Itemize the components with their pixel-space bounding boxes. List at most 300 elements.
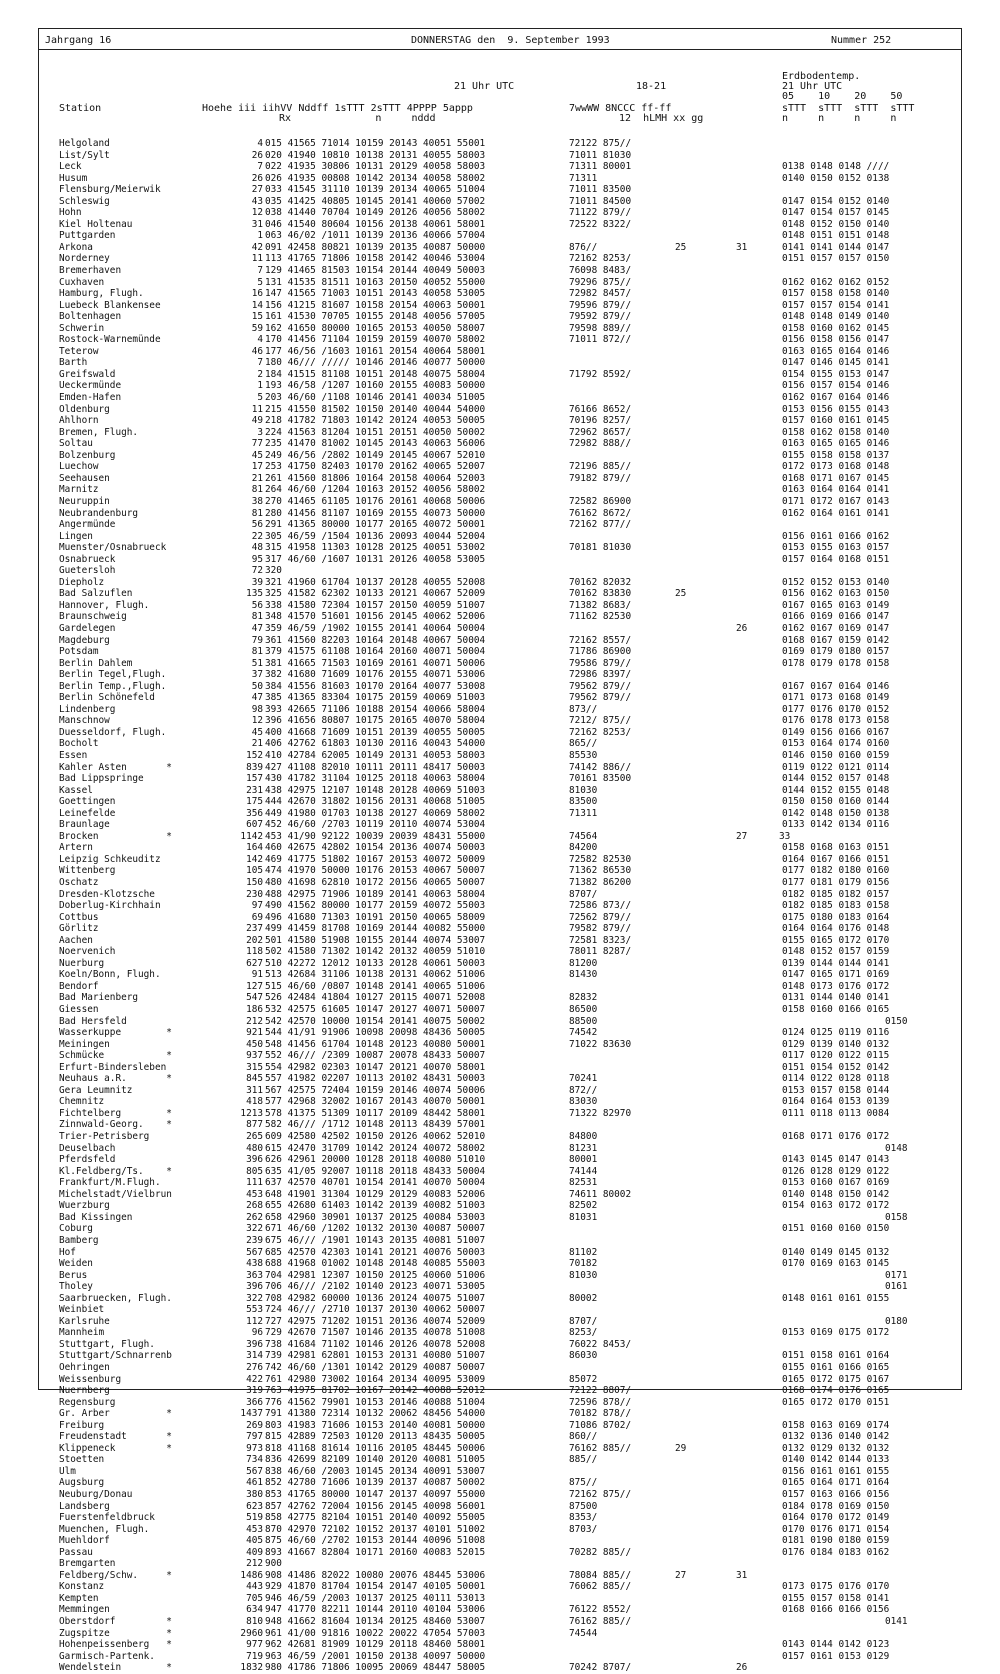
synop-code: 215 41550 81502 10150 20140 40044 54000	[265, 403, 486, 415]
table-row	[39, 1073, 961, 1085]
group-7-8: 76162 885//	[569, 1616, 632, 1627]
soil-temps: 0153 0169 0175 0172	[782, 1327, 890, 1339]
station-name: Bremen, Flugh.	[59, 426, 139, 438]
station-height: 81	[251, 611, 263, 623]
station-name: Leck	[59, 161, 82, 173]
station-name: Bamberg	[59, 1234, 99, 1246]
synop-code: 338 41580 72304 10157 20150 40059 51007	[265, 599, 486, 611]
period-heading: 18-21	[636, 81, 667, 92]
table-row	[39, 1547, 961, 1559]
soil-temps: 0163 0164 0164 0141	[782, 484, 890, 496]
station-height: 12	[251, 715, 263, 727]
station-name: Puttgarden	[59, 230, 116, 242]
group-7-8: 71022 83630	[569, 1038, 632, 1050]
station-height: 839	[246, 761, 263, 773]
table-row	[39, 1200, 961, 1212]
group-7-8: 72582 82530	[569, 853, 632, 865]
table-row	[39, 577, 961, 589]
station-name: Diepholz	[59, 576, 105, 588]
group-7-8: 79182 879//	[569, 472, 632, 484]
synop-code: 249 46/56 /2802 10149 20145 40067 52010	[265, 449, 486, 461]
synop-code: 510 42272 12012 10133 20128 40061 50003	[265, 957, 486, 969]
station-name: Regensburg	[59, 1396, 116, 1408]
table-row	[39, 1593, 961, 1605]
soil-temps: 0157 0158 0158 0140	[782, 288, 890, 300]
table-row	[39, 565, 961, 577]
station-name: Teterow	[59, 345, 99, 357]
station-height: 12	[251, 207, 263, 219]
station-height: 77	[251, 438, 263, 450]
group-7-8: 8707/	[569, 888, 598, 900]
station-height: 973	[246, 1442, 263, 1454]
group-7-8: 81231	[569, 1142, 598, 1154]
synop-code: 325 41582 62302 10133 20121 40067 52009	[265, 588, 486, 600]
synop-code: 444 42670 31802 10156 20131 40068 51005	[265, 796, 486, 808]
synop-code: 542 42570 10000 10154 20141 40075 50002	[265, 1015, 486, 1027]
synop-code: 490 41562 80000 10177 20159 40072 55003	[265, 900, 486, 912]
synop-code: 474 41970 50000 10176 20153 40067 50007	[265, 865, 486, 877]
table-row	[39, 1651, 961, 1663]
table-row	[39, 658, 961, 670]
group-7-8: 8253/	[569, 1327, 598, 1339]
synop-code: 203 46/60 /1108 10146 20141 40034 51005	[265, 392, 486, 404]
table-row	[39, 704, 961, 716]
soil-temps: 0164 0170 0172 0149	[782, 1512, 890, 1524]
code-col-subheader: Rx n nddd	[279, 113, 436, 124]
station-name: Kl.Feldberg/Ts. *	[59, 1165, 172, 1177]
table-row	[39, 969, 961, 981]
station-height: 47	[251, 622, 263, 634]
station-name: Schmücke *	[59, 1050, 172, 1062]
soil-temps: 0150 0150 0160 0144	[782, 796, 890, 808]
group-7-8: 81200	[569, 957, 598, 969]
table-row	[39, 1258, 961, 1270]
soil-temps: 0132 0136 0140 0142	[782, 1431, 890, 1443]
station-height: 17	[251, 461, 263, 473]
station-height: 111	[246, 1177, 263, 1189]
synop-code: 499 41459 81708 10169 20144 40082 55000	[265, 923, 486, 935]
synop-code: 685 42570 42303 10141 20121 40076 50003	[265, 1246, 486, 1258]
station-name: Artern	[59, 842, 93, 854]
station-name: Frankfurt/M.Flugh.	[59, 1177, 161, 1189]
station-name: Landsberg	[59, 1500, 110, 1512]
soil-temps: 0155 0165 0172 0170	[782, 934, 890, 946]
synop-code: 961 41/00 91816 10022 20022 47054 57003	[265, 1627, 486, 1639]
table-row	[39, 1339, 961, 1351]
table-row	[39, 912, 961, 924]
station-height: 49	[251, 415, 263, 427]
soil-temps: 0153 0156 0155 0143	[782, 403, 890, 415]
group-7-8: 76062 885//	[569, 1581, 632, 1593]
obs-time-heading: 21 Uhr UTC	[454, 81, 515, 92]
mid-col-subheader: 12 hLMH xx gg	[619, 113, 704, 124]
synop-code: 727 42975 71202 10151 20136 40074 52009	[265, 1315, 486, 1327]
station-name: Schwerin	[59, 322, 105, 334]
soil-temps: 0148	[885, 1142, 908, 1154]
group-7-8: 72196 885//	[569, 461, 632, 473]
soil-temps: 0175 0180 0183 0164	[782, 911, 890, 923]
synop-code: 567 42575 72404 10159 20146 40074 50006	[265, 1084, 486, 1096]
station-name: Ahlhorn	[59, 415, 99, 427]
station-height: 1	[257, 380, 263, 392]
table-row	[39, 1466, 961, 1478]
synop-code: 385 41365 83304 10175 20159 40069 51003	[265, 692, 486, 704]
table-row	[39, 415, 961, 427]
synop-code: 635 41/05 92007 10118 20118 48433 50004	[265, 1165, 486, 1177]
station-height: 937	[246, 1050, 263, 1062]
table-row	[39, 461, 961, 473]
group-7-8: 71792 8592/	[569, 368, 632, 380]
station-height: 231	[246, 784, 263, 796]
station-height: 4	[257, 138, 263, 149]
table-row	[39, 669, 961, 681]
synop-code: 430 41782 31104 10125 20118 40063 58004	[265, 773, 486, 785]
soil-temps: 0166 0169 0166 0147	[782, 611, 890, 623]
soil-temps: 0177 0182 0180 0160	[782, 865, 890, 877]
station-height: 212	[246, 1558, 263, 1570]
station-name: Nuerburg	[59, 957, 105, 969]
synop-code: 147 41565 71003 10151 20143 40058 53005	[265, 288, 486, 300]
station-name: Osnabrueck	[59, 553, 116, 565]
table-row	[39, 253, 961, 265]
station-name: Kempten	[59, 1592, 99, 1604]
soil-temps: 0168 0167 0159 0142	[782, 634, 890, 646]
soil-temps: 0138 0148 0148 ////	[782, 161, 890, 173]
soil-temps: 0156 0161 0166 0162	[782, 530, 890, 542]
table-row	[39, 1316, 961, 1328]
station-name: Gera Leumnitz	[59, 1084, 133, 1096]
station-height: 7	[257, 161, 263, 173]
synop-code: 962 42681 81909 10129 20118 48460 58001	[265, 1639, 486, 1651]
table-row	[39, 692, 961, 704]
station-height: 409	[246, 1546, 263, 1558]
station-height: 212	[246, 1015, 263, 1027]
soil-temps: 0156 0162 0163 0150	[782, 588, 890, 600]
wind-gust-1: 25	[675, 588, 687, 600]
station-name: Dresden-Klotzsche	[59, 888, 155, 900]
group-7-8: 71311	[569, 172, 598, 184]
soil-temps: 0177 0176 0170 0152	[782, 703, 890, 715]
station-height: 142	[246, 853, 263, 865]
group-7-8: 82502	[569, 1200, 598, 1212]
station-name: Wendelstein *	[59, 1662, 172, 1674]
synop-code: 513 42684 31106 10138 20131 40062 51006	[265, 969, 486, 981]
station-height: 1486	[240, 1569, 263, 1581]
synop-code: 393 42665 71106 10188 20154 40066 58004	[265, 703, 486, 715]
soil-temps: 0156 0161 0161 0155	[782, 1465, 890, 1477]
synop-code: 129 41465 81503 10154 20144 40049 50003	[265, 265, 486, 277]
group-7-8: 72596 878//	[569, 1396, 632, 1408]
station-height: 797	[246, 1431, 263, 1443]
station-height: 322	[246, 1292, 263, 1304]
synop-code: 321 41960 61704 10137 20128 40055 52008	[265, 576, 486, 588]
station-height: 311	[246, 1084, 263, 1096]
table-row	[39, 865, 961, 877]
station-height: 81	[251, 507, 263, 519]
table-row	[39, 1362, 961, 1374]
group-7-8: 71011 81030	[569, 149, 632, 161]
station-name: Koeln/Bonn, Flugh.	[59, 969, 161, 981]
synop-code: 410 42784 62005 10149 20131 40053 58003	[265, 749, 486, 761]
station-height: 39	[251, 576, 263, 588]
station-height: 7	[257, 265, 263, 277]
soil-temps: 0182 0185 0183 0158	[782, 900, 890, 912]
station-height: 268	[246, 1200, 263, 1212]
soil-temps: 0140 0149 0145 0132	[782, 1246, 890, 1258]
table-row	[39, 484, 961, 496]
group-7-8: 81102	[569, 1246, 598, 1258]
group-7-8: 76022 8453/	[569, 1338, 632, 1350]
synop-code: 875 46/60 /2702 10153 20144 40096 51008	[265, 1535, 486, 1547]
station-name: Karlsruhe	[59, 1315, 110, 1327]
group-7-8: 70182	[569, 1258, 598, 1270]
soil-temps: 0152 0152 0153 0140	[782, 576, 890, 588]
wind-gust-3: 33	[779, 830, 791, 842]
station-height: 567	[246, 1465, 263, 1477]
table-row	[39, 554, 961, 566]
station-name: Bremgarten	[59, 1558, 116, 1570]
soil-temps: 0139 0144 0144 0141	[782, 957, 890, 969]
group-7-8: 79582 879//	[569, 923, 632, 935]
table-row	[39, 1189, 961, 1201]
station-height: 845	[246, 1073, 263, 1085]
station-height: 95	[251, 553, 263, 565]
soil-temps: 0157 0161 0153 0129	[782, 1650, 890, 1662]
station-height: 118	[246, 946, 263, 958]
station-height: 921	[246, 1027, 263, 1039]
soil-temps: 0132 0129 0132 0132	[782, 1442, 890, 1454]
group-7-8: 81031	[569, 1211, 598, 1223]
station-name: Hohn	[59, 207, 82, 219]
station-height: 50	[251, 680, 263, 692]
station-table	[39, 138, 961, 1674]
station-name: Konstanz	[59, 1581, 105, 1593]
table-row	[39, 715, 961, 727]
station-height: 152	[246, 749, 263, 761]
soil-temps: 0164 0167 0166 0151	[782, 853, 890, 865]
synop-code: 852 42780 71606 10139 20137 40087 50002	[265, 1477, 486, 1489]
soil-temps: 0141 0141 0144 0147	[782, 241, 890, 253]
table-row	[39, 1604, 961, 1616]
group-7-8: 71162 82530	[569, 611, 632, 623]
station-name: Bendorf	[59, 980, 99, 992]
soil-temps: 0153 0160 0167 0169	[782, 1177, 890, 1189]
station-name: Saarbruecken, Flugh.	[59, 1292, 172, 1304]
synop-code: 453 41/90 92122 10039 20039 48431 55000	[265, 830, 486, 842]
station-name: Braunschweig	[59, 611, 127, 623]
group-7-8: 72162 8253/	[569, 253, 632, 265]
table-row	[39, 935, 961, 947]
synop-code: 460 42675 42802 10154 20136 40074 50003	[265, 842, 486, 854]
group-7-8: 885//	[569, 1454, 598, 1466]
station-name: Lindenberg	[59, 703, 116, 715]
volume-label: Jahrgang 16	[45, 35, 112, 46]
group-7-8: 72581 8323/	[569, 934, 632, 946]
table-row	[39, 496, 961, 508]
group-7-8: 71011 84500	[569, 195, 632, 207]
synop-code: 838 46/60 /2003 10145 20134 40091 53007	[265, 1465, 486, 1477]
station-name: Weissenburg	[59, 1373, 122, 1385]
table-row	[39, 357, 961, 369]
table-row	[39, 842, 961, 854]
synop-code: 763 41975 81702 10167 20142 40088 52012	[265, 1385, 486, 1397]
station-height: 453	[246, 1188, 263, 1200]
station-height: 4	[257, 334, 263, 346]
soil-temps: 0153 0164 0174 0160	[782, 738, 890, 750]
station-name: Neubrandenburg	[59, 507, 139, 519]
date-title: DONNERSTAG den 9. September 1993	[411, 35, 610, 46]
soil-temps: 0143 0145 0147 0143	[782, 1154, 890, 1166]
station-name: Seehausen	[59, 472, 110, 484]
synop-code: 317 46/60 /1607 10131 20126 40058 53005	[265, 553, 486, 565]
station-name: Kiel Holtenau	[59, 218, 133, 230]
table-row	[39, 1281, 961, 1293]
synop-code: 578 41375 51309 10117 20109 48442 58001	[265, 1107, 486, 1119]
station-name: Görlitz	[59, 923, 99, 935]
station-name: Soltau	[59, 438, 93, 450]
station-name: Weiden	[59, 1258, 93, 1270]
table-row	[39, 438, 961, 450]
station-height: 48	[251, 542, 263, 554]
station-name: Hamburg, Flugh.	[59, 288, 144, 300]
soil-temps: 0147 0146 0145 0141	[782, 357, 890, 369]
table-row	[39, 531, 961, 543]
soil-temps: 0158 0160 0162 0145	[782, 322, 890, 334]
table-row	[39, 1581, 961, 1593]
document-page	[38, 28, 962, 1674]
table-row	[39, 323, 961, 335]
soil-temps: 0157 0164 0168 0151	[782, 553, 890, 565]
table-row	[39, 1628, 961, 1640]
wind-gust-2: 26	[736, 1662, 748, 1674]
group-7-8: 72982 888//	[569, 438, 632, 450]
group-7-8: 71382 8683/	[569, 599, 632, 611]
group-7-8: 76122 8552/	[569, 1604, 632, 1616]
soil-temps: 0156 0158 0156 0147	[782, 334, 890, 346]
station-col-header: Station	[59, 103, 102, 114]
table-row	[39, 161, 961, 173]
soil-temps: 0146 0150 0160 0159	[782, 749, 890, 761]
group-7-8: 8353/	[569, 1512, 598, 1524]
synop-code: 156 41215 81607 10158 20154 40063 50001	[265, 299, 486, 311]
station-height: 239	[246, 1234, 263, 1246]
synop-code: 015 41565 71014 10159 20143 40051 55001	[265, 138, 486, 149]
synop-code: 609 42580 42502 10150 20126 40062 52010	[265, 1131, 486, 1143]
group-7-8: 79586 879//	[569, 657, 632, 669]
soil-temps: 0158 0160 0166 0165	[782, 1004, 890, 1016]
group-7-8: 72562 879//	[569, 911, 632, 923]
soil-temps: 0155 0161 0166 0165	[782, 1361, 890, 1373]
station-name: Flensburg/Meierwik	[59, 184, 161, 196]
synop-code: 637 42570 40701 10154 20141 40070 50004	[265, 1177, 486, 1189]
wind-gust-2: 26	[736, 622, 748, 634]
station-name: Husum	[59, 172, 88, 184]
station-height: 480	[246, 1142, 263, 1154]
table-row	[39, 1177, 961, 1189]
station-name: Weinbiet	[59, 1304, 105, 1316]
synop-code: 526 42484 41804 10127 20115 40071 52008	[265, 992, 486, 1004]
station-height: 314	[246, 1350, 263, 1362]
table-row	[39, 1501, 961, 1513]
table-row	[39, 611, 961, 623]
station-name: Helgoland	[59, 138, 110, 149]
soil-temps: 0154 0163 0172 0172	[782, 1200, 890, 1212]
synop-code: 908 41486 82022 10080 20076 48445 53006	[265, 1569, 486, 1581]
station-name: Bad Kissingen	[59, 1211, 133, 1223]
station-name: Bad Salzuflen	[59, 588, 133, 600]
group-7-8: 76166 8652/	[569, 403, 632, 415]
station-height: 623	[246, 1500, 263, 1512]
soil-col-subheader: n n n n	[782, 113, 897, 124]
station-name: Greifswald	[59, 368, 116, 380]
station-name: Stoetten	[59, 1454, 105, 1466]
soil-temps: 0168 0171 0176 0172	[782, 1131, 890, 1143]
group-7-8: 860//	[569, 1431, 598, 1443]
group-7-8: 70242 8707/	[569, 1662, 632, 1674]
soil-temps: 0129 0139 0140 0132	[782, 1038, 890, 1050]
station-height: 547	[246, 992, 263, 1004]
table-row	[39, 219, 961, 231]
table-row	[39, 1143, 961, 1155]
group-7-8: 71011 83500	[569, 184, 632, 196]
station-name: Cottbus	[59, 911, 99, 923]
table-row	[39, 877, 961, 889]
station-height: 265	[246, 1131, 263, 1143]
station-height: 1	[257, 230, 263, 242]
soil-temps: 0147 0154 0152 0140	[782, 195, 890, 207]
soil-temps: 0124 0125 0119 0116	[782, 1027, 890, 1039]
station-height: 16	[251, 288, 263, 300]
station-height: 607	[246, 819, 263, 831]
table-row	[39, 773, 961, 785]
soil-temps: 0154 0155 0153 0147	[782, 368, 890, 380]
table-row	[39, 230, 961, 242]
station-height: 3	[257, 426, 263, 438]
station-name: Zugspitze *	[59, 1627, 172, 1639]
station-name: Klippeneck *	[59, 1442, 172, 1454]
soil-temps: 0170 0169 0163 0145	[782, 1258, 890, 1270]
synop-code: 235 41470 81002 10145 20143 40063 56006	[265, 438, 486, 450]
station-height: 81	[251, 484, 263, 496]
group-7-8: 78084 885//	[569, 1569, 632, 1581]
synop-code: 900	[265, 1558, 282, 1570]
synop-code: 177 46/56 /1603 10161 20154 40064 58001	[265, 345, 486, 357]
station-height: 135	[246, 588, 263, 600]
group-7-8: 81430	[569, 969, 598, 981]
station-name: Rostock-Warnemünde	[59, 334, 161, 346]
station-name: Stuttgart/Schnarrenb	[59, 1350, 172, 1362]
soil-temps: 0164 0164 0153 0139	[782, 1096, 890, 1108]
group-7-8: 74144	[569, 1165, 598, 1177]
table-row	[39, 588, 961, 600]
synop-code: 469 41775 51802 10167 20153 40072 50009	[265, 853, 486, 865]
table-row	[39, 1293, 961, 1305]
synop-code: 853 41765 80000 10147 20137 40097 55000	[265, 1488, 486, 1500]
soil-temps: 0171 0172 0167 0143	[782, 495, 890, 507]
station-height: 45	[251, 726, 263, 738]
table-row	[39, 196, 961, 208]
table-row	[39, 265, 961, 277]
soil-temps: 0148 0161 0161 0155	[782, 1292, 890, 1304]
table-row	[39, 808, 961, 820]
station-name: Luebeck Blankensee	[59, 299, 161, 311]
station-height: 22	[251, 530, 263, 542]
synop-code: 361 41560 82203 10164 20148 40067 50004	[265, 634, 486, 646]
station-height: 14	[251, 299, 263, 311]
table-row	[39, 1639, 961, 1651]
group-7-8: 81030	[569, 784, 598, 796]
soil-temps: 0184 0178 0169 0150	[782, 1500, 890, 1512]
